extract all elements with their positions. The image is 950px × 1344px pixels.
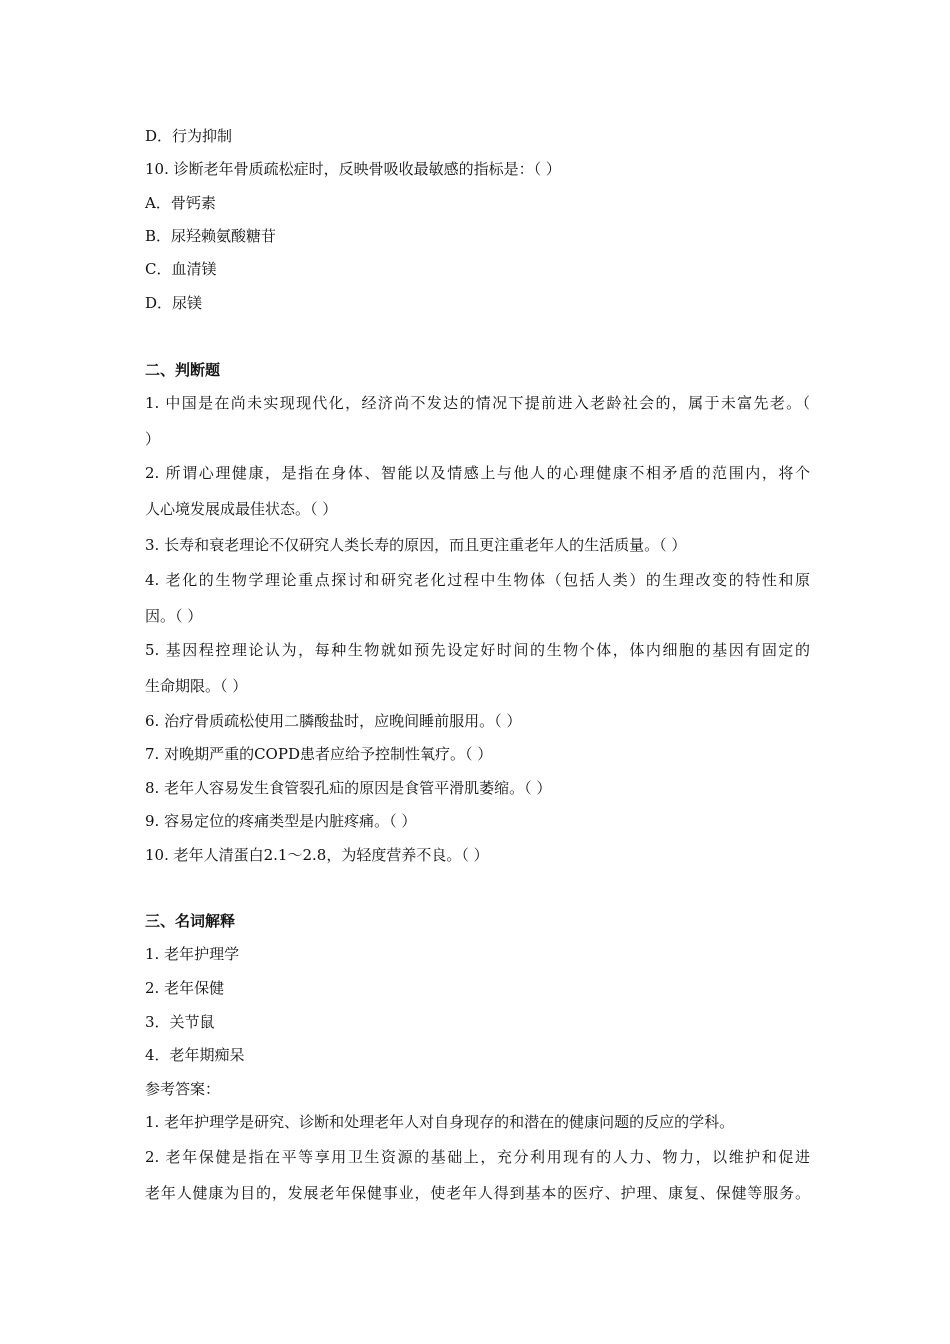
judgment-q9: 9. 容易定位的疼痛类型是内脏疼痛。（ ） xyxy=(145,812,417,830)
q10-option-d: D．尿镁 xyxy=(145,294,203,312)
answer-2-line2: 老年人健康为目的，发展老年保健事业，使老年人得到基本的医疗、护理、康复、保健等服务。 xyxy=(145,1184,810,1202)
q10-option-b: B．尿羟赖氨酸糖苷 xyxy=(145,227,277,245)
judgment-q2-line1: 2. 所谓心理健康，是指在身体、智能以及情感上与他人的心理健康不相矛盾的范围内，将个 xyxy=(145,464,810,482)
answers-label: 参考答案： xyxy=(145,1080,221,1098)
judgment-q7: 7. 对晚期严重的COPD患者应给予控制性氧疗。（ ） xyxy=(145,745,493,763)
answer-2-line1: 2. 老年保健是指在平等享用卫生资源的基础上，充分利用现有的人力、物力，以维护和促进 xyxy=(145,1148,810,1166)
judgment-q10: 10. 老年人清蛋白2.1～2.8，为轻度营养不良。（ ） xyxy=(145,846,489,864)
judgment-q2-line2: 人心境发展成最佳状态。（ ） xyxy=(145,500,338,518)
judgment-q4-line2: 因。（ ） xyxy=(145,607,203,625)
term-3: 3．关节鼠 xyxy=(145,1013,215,1031)
judgment-q1-line2: ） xyxy=(145,430,161,448)
section-heading-judgment: 二、判断题 xyxy=(145,361,221,379)
answer-1: 1. 老年护理学是研究、诊断和处理老年人对自身现存的和潜在的健康问题的反应的学科。 xyxy=(145,1113,735,1131)
q10-option-c: C．血清镁 xyxy=(145,260,217,278)
judgment-q5-line2: 生命期限。（ ） xyxy=(145,677,248,695)
section-heading-terms: 三、名词解释 xyxy=(145,912,236,930)
judgment-q8: 8. 老年人容易发生食管裂孔疝的原因是食管平滑肌萎缩。（ ） xyxy=(145,779,552,797)
q10-stem: 10. 诊断老年骨质疏松症时，反映骨吸收最敏感的指标是：（ ） xyxy=(145,160,561,178)
judgment-q4-line1: 4. 老化的生物学理论重点探讨和研究老化过程中生物体（包括人类）的生理改变的特性和原 xyxy=(145,571,810,589)
term-2: 2. 老年保健 xyxy=(145,979,225,997)
q10-option-a: A．骨钙素 xyxy=(145,194,216,212)
judgment-q5-line1: 5. 基因程控理论认为，每种生物就如预先设定好时间的生物个体，体内细胞的基因有固定的 xyxy=(145,641,810,659)
term-4: 4．老年期痴呆 xyxy=(145,1046,245,1064)
q9-option-d: D．行为抑制 xyxy=(145,127,233,145)
judgment-q3: 3. 长寿和衰老理论不仅研究人类长寿的原因，而且更注重老年人的生活质量。（ ） xyxy=(145,536,687,554)
judgment-q1-line1: 1. 中国是在尚未实现现代化，经济尚不发达的情况下提前进入老龄社会的，属于未富先老。（ xyxy=(145,394,810,412)
term-1: 1. 老年护理学 xyxy=(145,945,240,963)
judgment-q6: 6. 治疗骨质疏松使用二膦酸盐时，应晚间睡前服用。（ ） xyxy=(145,712,522,730)
